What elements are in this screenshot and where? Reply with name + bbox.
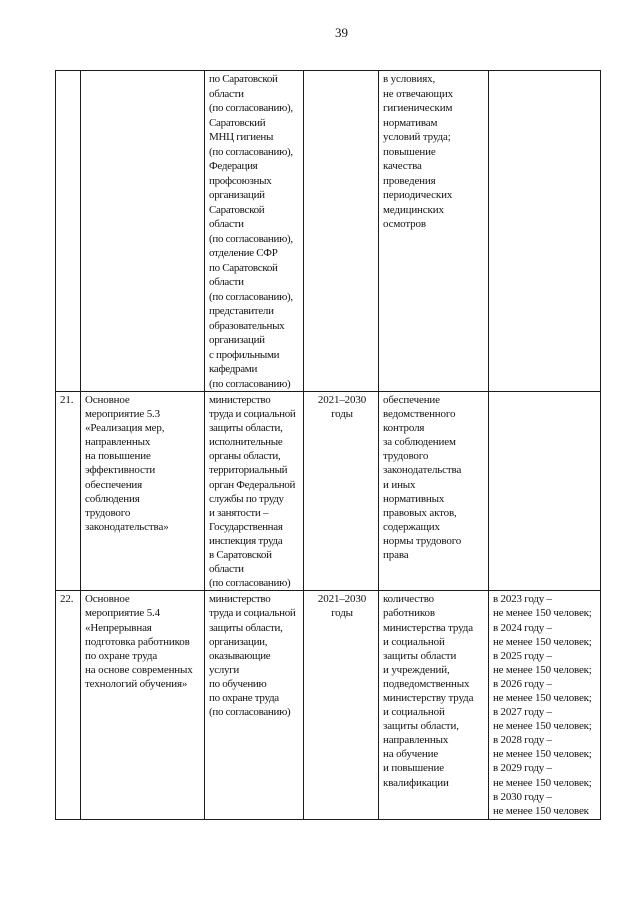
cell-result: количество работников министерства труда и социальной защиты области и учреждений, подведомственных министерству труда и социальной защиты области, направленных на обучение и повышение квалификации [379,591,489,820]
cell-period: 2021–2030 годы [304,392,379,591]
cell-indicator [489,392,601,591]
cell-number: 22. [56,591,81,820]
cell-indicator: в 2023 году – не менее 150 человек; в 2024 году – не менее 150 человек; в 2025 году – не менее 150 человек; в 2026 году – не менее 150 человек; в 2027 году – не менее 150 человек; в 2028 году – не менее 150 человек; в 2029 году – не менее 150 человек; в 2030 году – не менее 150 человек [489,591,601,820]
table-row [56,591,601,820]
table-row [56,71,601,392]
table-row [56,392,601,591]
cell-activity: Основное мероприятие 5.3 «Реализация мер, направленных на повышение эффективности обеспечения соблюдения трудового законодательства» [81,392,205,591]
cell-result: в условиях, не отвечающих гигиеническим нормативам условий труда; повышение качества проведения периодических медицинских осмотров [379,71,489,392]
measures-table [55,70,601,820]
cell-responsible: по Саратовской области (по согласованию), Саратовский МНЦ гигиены (по согласованию), Федерация профсоюзных организаций Саратовской области (по согласованию), отделение СФР по Саратовской области (по согласованию), представители образовательных организаций с профильными кафедрами (по согласованию) [205,71,304,392]
cell-activity [81,71,205,392]
cell-activity: Основное мероприятие 5.4 «Непрерывная подготовка работников по охране труда на основе современных технологий обучения» [81,591,205,820]
cell-period [304,71,379,392]
page-number: 39 [335,25,348,40]
cell-period: 2021–2030 годы [304,591,379,820]
cell-responsible: министерство труда и социальной защиты области, организации, оказывающие услуги по обучению по охране труда (по согласованию) [205,591,304,820]
cell-responsible: министерство труда и социальной защиты области, исполнительные органы области, территориальный орган Федеральной службы по труду и занятости – Государственная инспекция труда в Саратовской области (по согласованию) [205,392,304,591]
cell-number: 21. [56,392,81,591]
cell-indicator [489,71,601,392]
cell-number [56,71,81,392]
cell-result: обеспечение ведомственного контроля за соблюдением трудового законодательства и иных нормативных правовых актов, содержащих нормы трудового права [379,392,489,591]
